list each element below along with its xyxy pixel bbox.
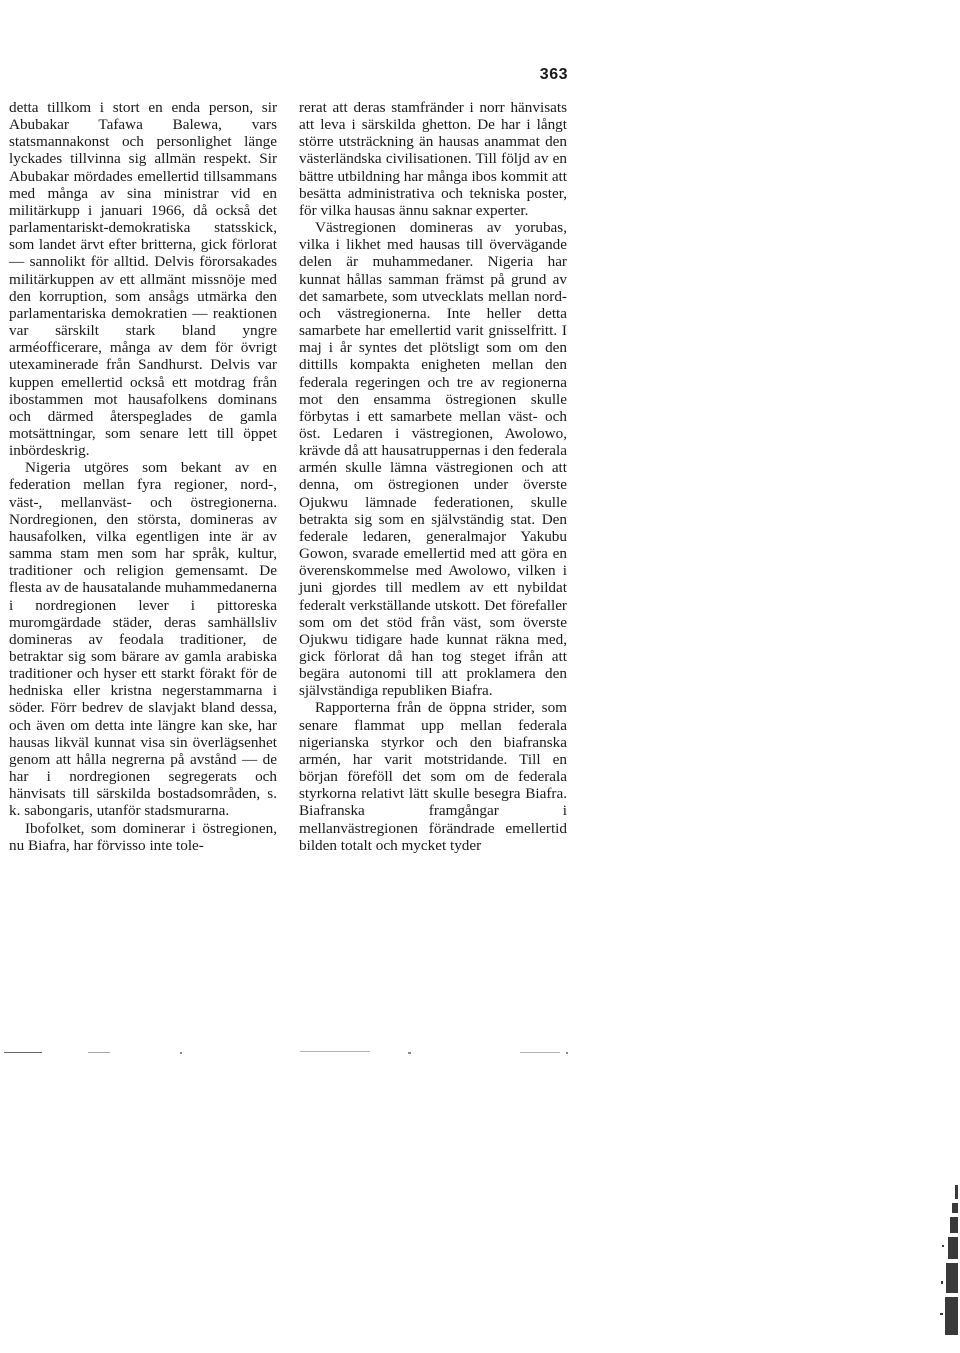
scan-artifact-line	[88, 1052, 110, 1053]
scan-artifact-line	[520, 1052, 560, 1053]
left-paragraph-1: detta tillkom i stort en enda person, sir Abubakar Tafawa Balewa, vars statsmannakonst och personlighet länge lyckades tillvinna sig allmän respekt. Sir Abubakar mördades emellertid tillsammans med många av sina ministrar vid en militärkupp i januari 1966, då också det parlamentariskt-demokratiska statsskick, som landet ärvt efter britterna, gick förlorat — sannolikt för alltid. Delvis förorsakades militärkuppen av ett allmänt missnöje med den korruption, som ansågs utmärka den parlamentariska demokratien — reaktionen var särskilt stark bland yngre arméofficerare, många av dem för övrigt utexaminerade från Sandhurst. Delvis var kuppen emellertid också ett motdrag från ibostammen mot hausafolkens dominans och därmed återspeglades de gamla motsättningar, som senare lett till öppet inbördeskrig.	[9, 99, 277, 460]
scan-edge-noise	[938, 1185, 960, 1335]
right-paragraph-2: Västregionen domineras av yorubas, vilka i likhet med hausas till övervägande delen är muhammedaner. Nigeria har kunnat hållas samman främst på grund av det samarbete, som utvecklats mellan nord- och västregionerna. Inte heller detta samarbete har emellertid varit gnisselfritt. I maj i år syntes det plötsligt som om den dittills kompakta enigheten mellan den federala regeringen och tre av regionerna mot den ensamma östregionen skulle förbytas i ett samarbete mellan väst- och öst. Ledaren i västregionen, Awolowo, krävde då att hausatruppernas i den federala armén skulle lämna västregionen och att denna, om östregionen under överste Ojukwu lämnade federationen, skulle betrakta sig som en självständig stat. Den federale ledaren, generalmajor Yakubu Gowon, svarade emellertid med att göra en överenskommelse med Awolowo, vilken i juni gjordes till medlem av ett nybildat federalt verkställande utskott. Det förefaller som om det stöd från väst, som överste Ojukwu tidigare hade kunnat räkna med, gick förlorat då han tog steget ifrån att begära autonomi till att proklamera den självständiga republiken Biafra.	[299, 219, 567, 700]
scan-artifact-line	[300, 1051, 370, 1052]
left-column	[9, 99, 277, 854]
scan-artifact-speck	[408, 1052, 411, 1054]
scan-artifact-speck	[180, 1052, 182, 1054]
right-paragraph-1: rerat att deras stamfränder i norr hänvisats att leva i särskilda ghetton. De har i långt större utsträckning än hausas anammat den västerländska civilisationen. Till följd av en bättre utbildning har många ibos kommit att besätta administrativa och tekniska poster, för vilka hausas ännu saknar experter.	[299, 99, 567, 219]
scan-artifact-line	[4, 1052, 42, 1053]
right-column	[299, 99, 567, 854]
scan-artifact-speck	[566, 1052, 568, 1054]
left-paragraph-2: Nigeria utgöres som bekant av en federation mellan fyra regioner, nord-, väst-, mellanväst- och östregionerna. Nordregionen, den största, domineras av hausafolken, vilka egentligen inte är av samma stam men som har språk, kultur, traditioner och religion gemensamt. De flesta av de hausatalande muhammedanerna i nordregionen lever i pittoreska muromgärdade städer, deras samhällsliv domineras av feodala traditioner, de betraktar sig som bärare av gamla arabiska traditioner och hyser ett starkt förakt för de hedniska eller kristna negerstammarna i söder. Förr bedrev de slavjakt bland dessa, och även om detta inte längre kan ske, har hausas likväl kunnat visa sin överlägsenhet genom att hålla negrerna på avstånd — de har i nordregionen segregerats och hänvisats till särskilda bostadsområden, s. k. sabongaris, utanför stadsmurarna.	[9, 459, 277, 820]
left-paragraph-3: Ibofolket, som dominerar i östregionen, nu Biafra, har förvisso inte tole-	[9, 819, 277, 854]
page-number: 363	[539, 66, 568, 83]
right-paragraph-3: Rapporterna från de öppna strider, som senare flammat upp mellan federala nigerianska styrkor och den biafranska armén, har varit motstridande. Till en början föreföll det som om de federala styrkorna relativt lätt skulle besegra Biafra. Biafranska framgångar i mellanvästregionen förändrade emellertid bilden totalt och mycket tyder	[299, 699, 567, 854]
